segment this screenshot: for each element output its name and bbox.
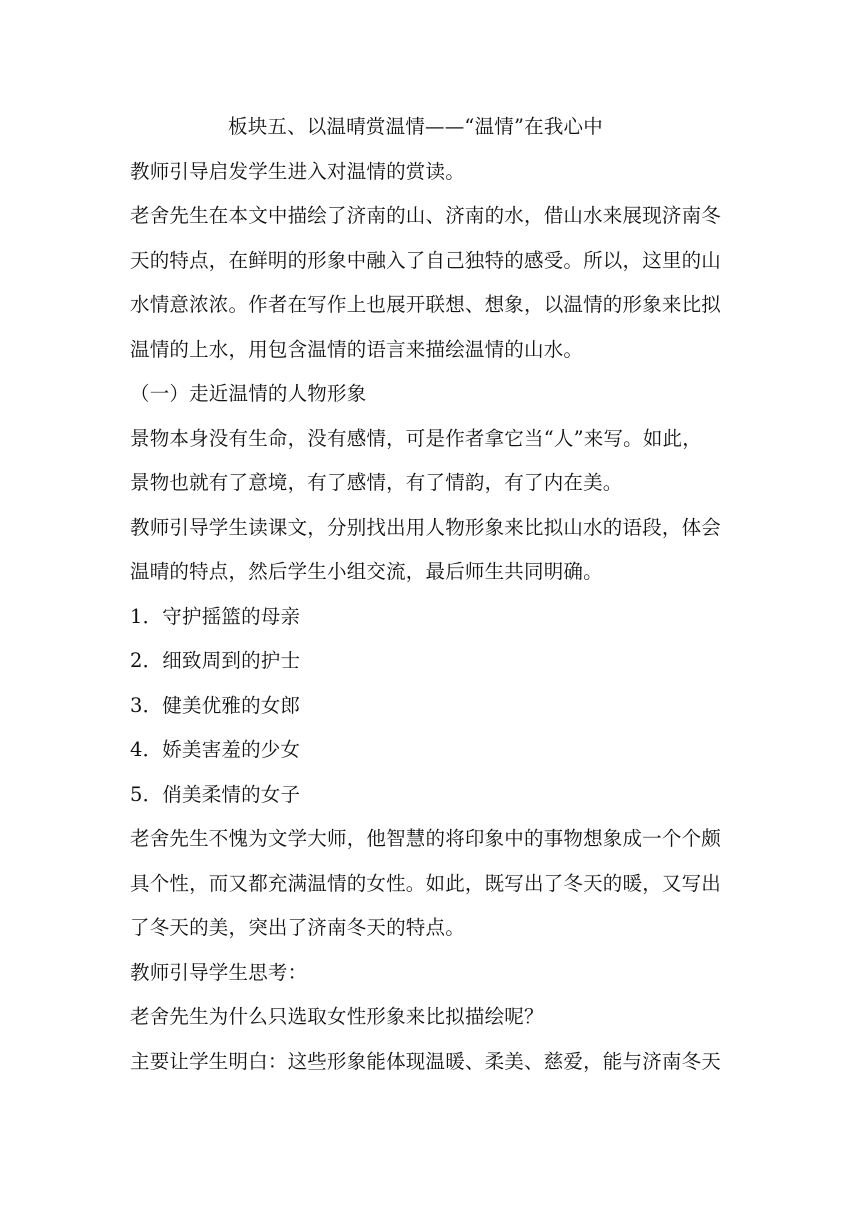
paragraph-line: 教师引导启发学生进入对温情的赏读。: [130, 159, 465, 183]
paragraph-line: 老舍先生为什么只选取女性形象来比拟描绘呢？: [130, 1005, 544, 1028]
list-item: 5．俏美柔情的女子: [130, 782, 301, 806]
paragraph-line: 教师引导学生思考：: [130, 960, 308, 984]
paragraph-line: 教师引导学生读课文，分别找出用人物形象来比拟山水的语段，体会: [130, 515, 722, 539]
paragraph-line: 具个性，而又都充满温情的女性。如此，既写出了冬天的暖，又写出: [130, 871, 722, 895]
paragraph-line: 景物本身没有生命，没有感情，可是作者拿它当“人”来写。如此，: [130, 426, 702, 450]
paragraph-line: 景物也就有了意境，有了感情，有了情韵，有了内在美。: [130, 471, 623, 494]
list-item: 4．娇美害羞的少女: [130, 738, 301, 761]
paragraph-line: 温情的上水，用包含温情的语言来描绘温情的山水。: [130, 337, 584, 361]
subsection-heading: （一）走近温情的人物形象: [130, 382, 367, 405]
paragraph-line: 老舍先生在本文中描绘了济南的山、济南的水，借山水来展现济南冬: [130, 204, 722, 227]
paragraph-line: 温晴的特点，然后学生小组交流，最后师生共同明确。: [130, 560, 603, 583]
section-title: 板块五、以温晴赏温情——“温情”在我心中: [228, 115, 603, 138]
paragraph-line: 老舍先生不愧为文学大师，他智慧的将印象中的事物想象成一个个颇: [130, 827, 722, 850]
paragraph-line: 主要让学生明白：这些形象能体现温暖、柔美、慈爱，能与济南冬天: [130, 1049, 722, 1073]
paragraph-line: 天的特点，在鲜明的形象中融入了自己独特的感受。所以，这里的山: [130, 248, 722, 272]
list-item: 1．守护摇篮的母亲: [130, 604, 301, 628]
paragraph-line: 水情意浓浓。作者在写作上也展开联想、想象，以温情的形象来比拟: [130, 293, 722, 316]
list-item: 2．细致周到的护士: [130, 649, 301, 672]
list-item: 3．健美优雅的女郎: [130, 693, 301, 717]
paragraph-line: 了冬天的美，突出了济南冬天的特点。: [130, 916, 465, 939]
document-body: [130, 105, 730, 1084]
